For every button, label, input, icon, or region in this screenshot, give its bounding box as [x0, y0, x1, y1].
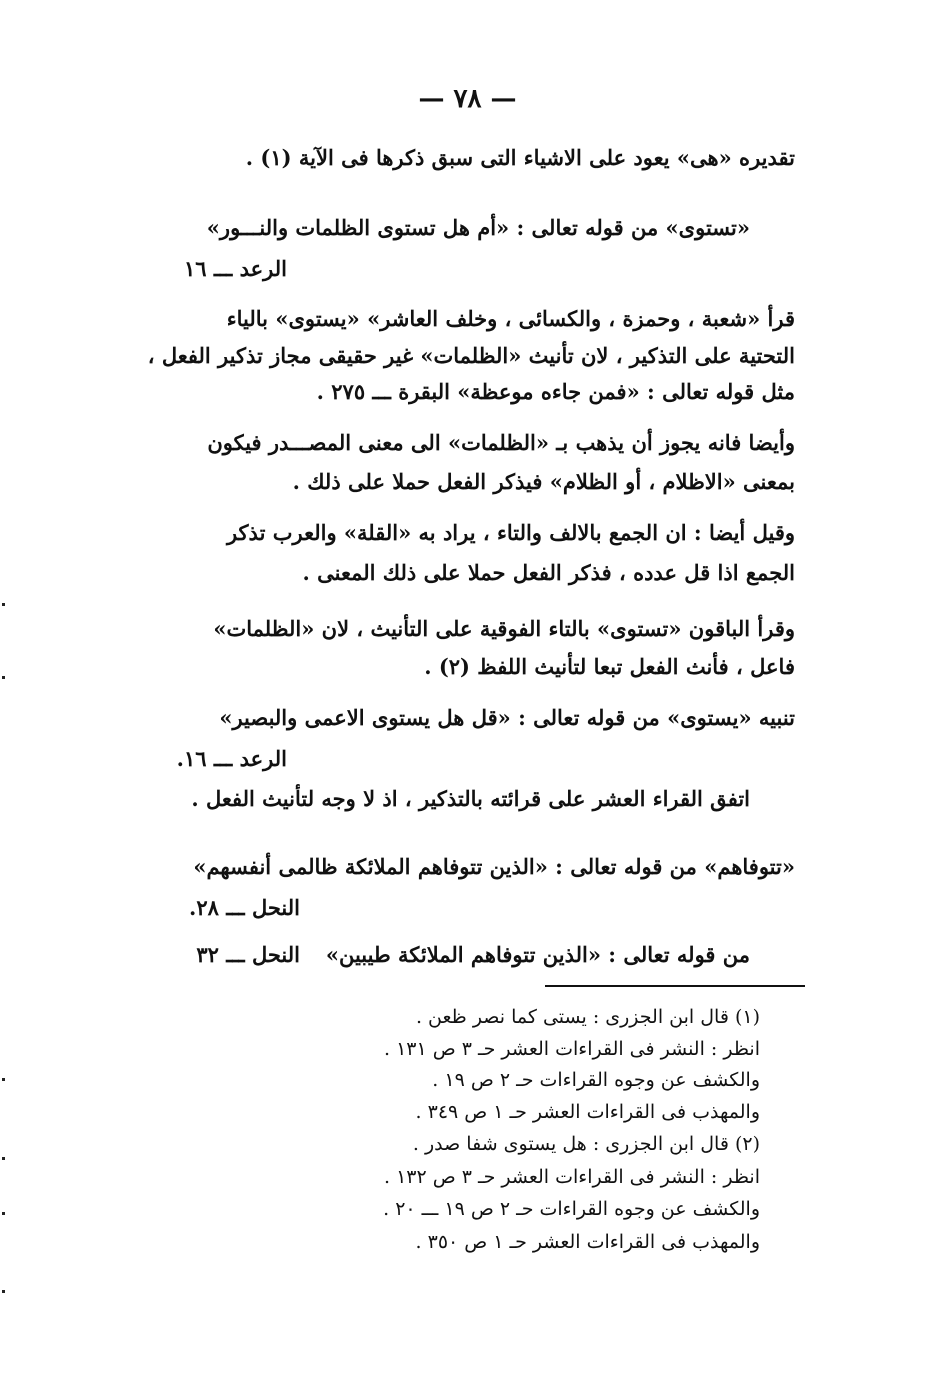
verse-reference: النحل ـــ ٢٨.	[189, 895, 300, 920]
verse-heading: تنبيه «يستوى» من قوله تعالى : «قل هل يستوى الاعمى والبصير»	[219, 705, 795, 730]
paragraph-line: تقديره «هى» يعود على الاشياء التى سبق ذكرها فى الآية (١) .	[245, 145, 795, 170]
scan-speck	[2, 1290, 5, 1293]
paragraph-line: التحتية على التذكير ، لان تأنيث «الظلمات» غير حقيقى مجاز تذكير الفعل ،	[147, 343, 795, 368]
paragraph-line: قرأ «شعبة ، وحمزة ، والكسائى ، وخلف العاشر» «يستوى» بالياء	[226, 306, 795, 331]
paragraph-line: الجمع اذا قل عدده ، فذكر الفعل حملا على ذلك المعنى .	[302, 560, 795, 585]
footnote-line: والكشف عن وجوه القراءات حـ ٢ ص ١٩ ـــ ٢٠ .	[383, 1198, 760, 1220]
verse-heading: «تستوى» من قوله تعالى : «أم هل تستوى الظلمات والنـــور»	[206, 215, 750, 240]
paragraph-line: بمعنى «الاظلام ، أو الظلام» فيذكر الفعل حملا على ذلك .	[292, 469, 795, 494]
scan-speck	[2, 603, 5, 606]
paragraph-line: وأيضا فانه يجوز أن يذهب بـ «الظلمات» الى معنى المصـــدر فيكون	[207, 430, 795, 455]
footnote-line: انظر : النشر فى القراءات العشر حـ ٣ ص ١٣٢ .	[384, 1166, 760, 1188]
verse-reference: الرعد ـــ ١٦	[183, 256, 287, 281]
verse-heading: من قوله تعالى : «الذين تتوفاهم الملائكة طيبين»	[325, 942, 750, 967]
footnote-divider	[545, 985, 805, 987]
paragraph-line: وقرأ الباقون «تستوى» بالتاء الفوقية على التأنيث ، لان «الظلمات»	[213, 616, 795, 641]
verse-heading: «تتوفاهم» من قوله تعالى : «الذين تتوفاهم الملائكة ظالمى أنفسهم»	[193, 854, 795, 879]
footnote-line: والمهذب فى القراءات العشر حـ ١ ص ٣٥٠ .	[415, 1231, 760, 1253]
footnote-line: والمهذب فى القراءات العشر حـ ١ ص ٣٤٩ .	[415, 1101, 760, 1123]
paragraph-line: فاعل ، فأنث الفعل تبعا لتأنيث اللفظ (٢) .	[424, 654, 795, 679]
paragraph-line: مثل قوله تعالى : «فمن جاءه موعظة» البقرة ـــ ٢٧٥ .	[316, 379, 795, 404]
page-number: — ٧٨ —	[418, 84, 517, 114]
footnote-line: والكشف عن وجوه القراءات حـ ٢ ص ١٩ .	[432, 1069, 760, 1091]
scan-speck	[2, 1078, 5, 1081]
footnote-line: (١) قال ابن الجزرى : يستى كما نصر ظعن .	[415, 1006, 760, 1028]
paragraph-line: وقيل أيضا : ان الجمع بالالف والتاء ، يراد به «القلة» والعرب تذكر	[226, 520, 795, 545]
verse-reference: الرعد ـــ ١٦.	[176, 746, 287, 771]
footnote-line: انظر : النشر فى القراءات العشر حـ ٣ ص ١٣١ .	[384, 1038, 760, 1060]
verse-reference: النحل ـــ ٣٢	[196, 942, 300, 967]
paragraph-line: اتفق القراء العشر على قرائته بالتذكير ، اذ لا وجه لتأنيث الفعل .	[191, 786, 750, 811]
scan-speck	[2, 1157, 5, 1160]
scan-speck	[2, 676, 5, 679]
footnote-line: (٢) قال ابن الجزرى : هل يستوى شفا صدر .	[412, 1133, 760, 1155]
scan-speck	[2, 1212, 5, 1215]
